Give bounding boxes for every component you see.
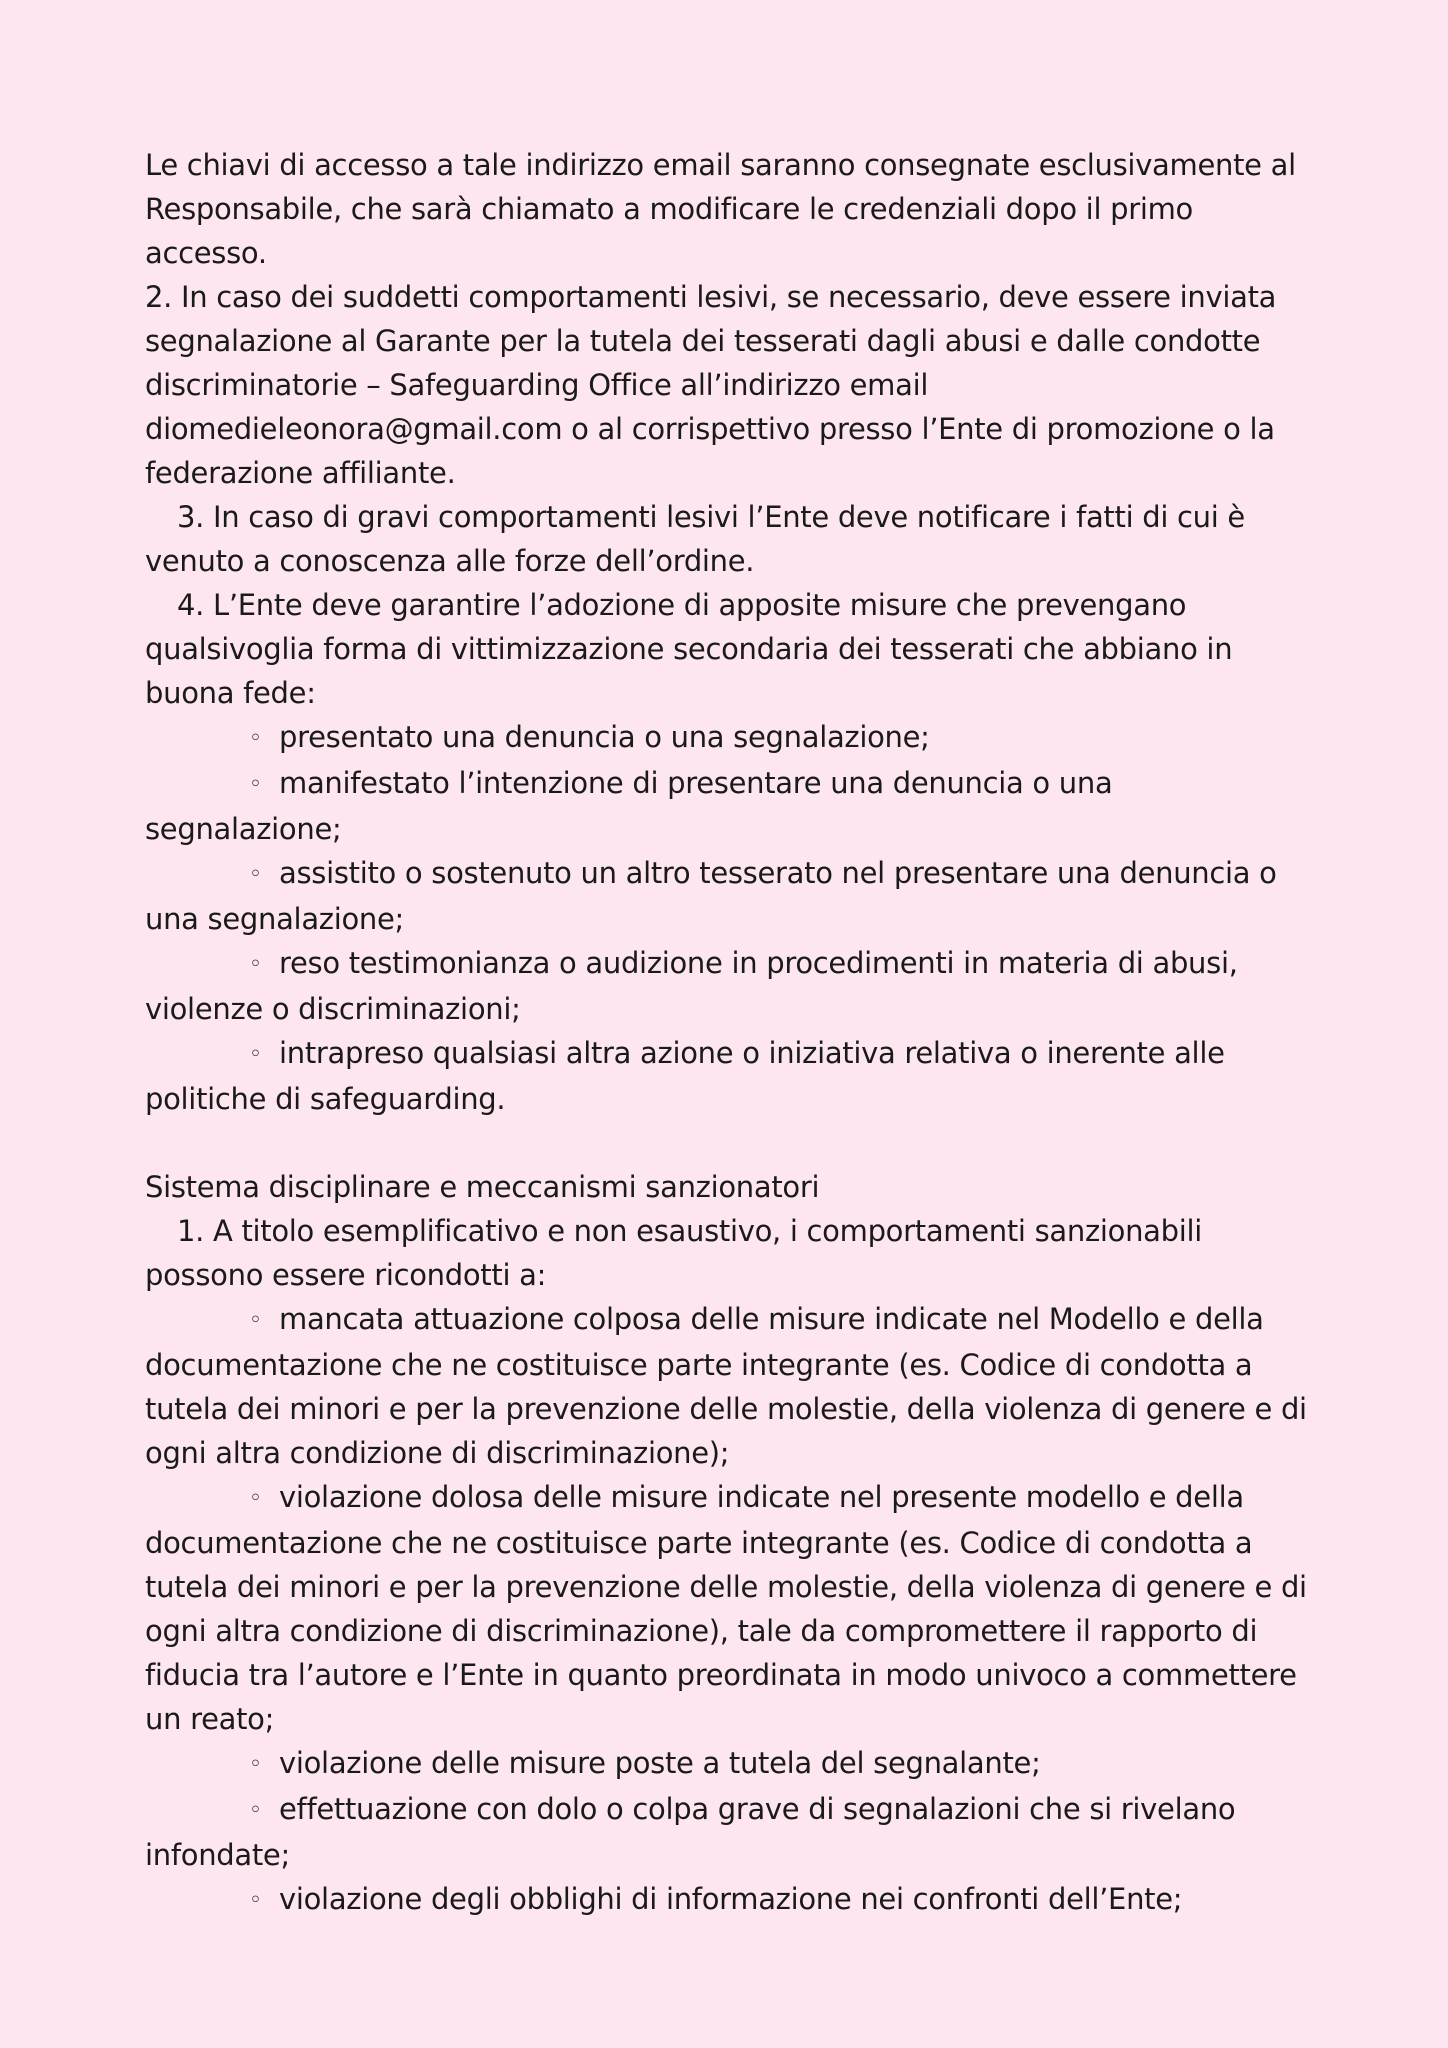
bullet-icon: ◦	[249, 952, 262, 977]
bullet-item	[145, 1297, 1315, 1475]
bullet-icon: ◦	[249, 772, 262, 797]
section-title: Sistema disciplinare e meccanismi sanzionatori	[145, 1170, 820, 1204]
section-spacer	[145, 1121, 1315, 1165]
bullet-item	[145, 715, 1315, 761]
bullet-text: violazione degli obblighi di informazione nei confronti dell’Ente;	[279, 1882, 1183, 1916]
bullet-icon: ◦	[249, 1888, 262, 1913]
bullet-text: violazione dolosa delle misure indicate nel presente modello e della documentazione che ne costituisce parte integrante (es. Codice di condotta a tutela dei minori e per la prevenzione delle molestie, della violenza di genere e di ogni altra condizione di discriminazione), tale da compromettere il rapporto di fiducia tra l’autore e l’Ente in quanto preordinata in modo univoco a commettere un reato;	[145, 1480, 1307, 1736]
list-item-2: 2. In caso dei suddetti comportamenti lesivi, se necessario, deve essere inviata segnalazione al Garante per la tutela dei tesserati dagli abusi e dalle condotte discriminatorie – Safeguarding Office all’indirizzo email diomedieleonora@gmail.com o al corrispettivo presso l’Ente di promozione o la federazione affiliante.	[145, 280, 1277, 490]
bullet-item	[145, 761, 1315, 851]
bullet-icon: ◦	[249, 1308, 262, 1333]
list-item-4	[145, 583, 1315, 715]
list-item-3-text: 3. In caso di gravi comportamenti lesivi l’Ente deve notificare i fatti di cui è venuto a conoscenza alle forze dell’ordine.	[145, 500, 1245, 578]
bullet-item	[145, 851, 1315, 941]
bullet-text: manifestato l’intenzione di presentare una denuncia o una segnalazione;	[145, 766, 1113, 846]
section-list-item-1-text: 1. A titolo esemplificativo e non esaustivo, i comportamenti sanzionabili possono essere ricondotti a:	[145, 1214, 1203, 1292]
bullet-icon: ◦	[249, 1752, 262, 1777]
bullet-text: intrapreso qualsiasi altra azione o iniziativa relativa o inerente alle politiche di safeguarding.	[145, 1036, 1225, 1116]
list-item-4-text: 4. L’Ente deve garantire l’adozione di apposite misure che prevengano qualsivoglia forma di vittimizzazione secondaria dei tesserati che abbiano in buona fede:	[145, 588, 1233, 710]
bullet-text: mancata attuazione colposa delle misure indicate nel Modello e della documentazione che ne costituisce parte integrante (es. Codice di condotta a tutela dei minori e per la prevenzione delle molestie, della violenza di genere e di ogni altra condizione di discriminazione);	[145, 1302, 1307, 1470]
bullet-text: assistito o sostenuto un altro tesserato nel presentare una denuncia o una segnalazione;	[145, 856, 1277, 936]
bullet-item	[145, 1877, 1315, 1923]
bullet-text: violazione delle misure poste a tutela del segnalante;	[279, 1746, 1041, 1780]
bullet-icon: ◦	[249, 1042, 262, 1067]
section-list-item-1	[145, 1209, 1315, 1297]
intro-paragraph: Le chiavi di accesso a tale indirizzo email saranno consegnate esclusivamente al Responsabile, che sarà chiamato a modificare le credenziali dopo il primo accesso.	[145, 148, 1296, 270]
bullet-icon: ◦	[249, 1486, 262, 1511]
list-item-3	[145, 495, 1315, 583]
bullet-text: reso testimonianza o audizione in procedimenti in materia di abusi, violenze o discriminazioni;	[145, 946, 1238, 1026]
bullet-icon: ◦	[249, 1798, 262, 1823]
bullet-icon: ◦	[249, 726, 262, 751]
bullet-icon: ◦	[249, 862, 262, 887]
bullet-text: presentato una denuncia o una segnalazione;	[279, 720, 930, 754]
bullet-item	[145, 1475, 1315, 1741]
bullet-item	[145, 1741, 1315, 1787]
bullet-item	[145, 941, 1315, 1031]
bullet-text: effettuazione con dolo o colpa grave di segnalazioni che si rivelano infondate;	[145, 1792, 1236, 1872]
bullet-item	[145, 1031, 1315, 1121]
document-page	[145, 143, 1315, 1923]
bullet-item	[145, 1787, 1315, 1877]
